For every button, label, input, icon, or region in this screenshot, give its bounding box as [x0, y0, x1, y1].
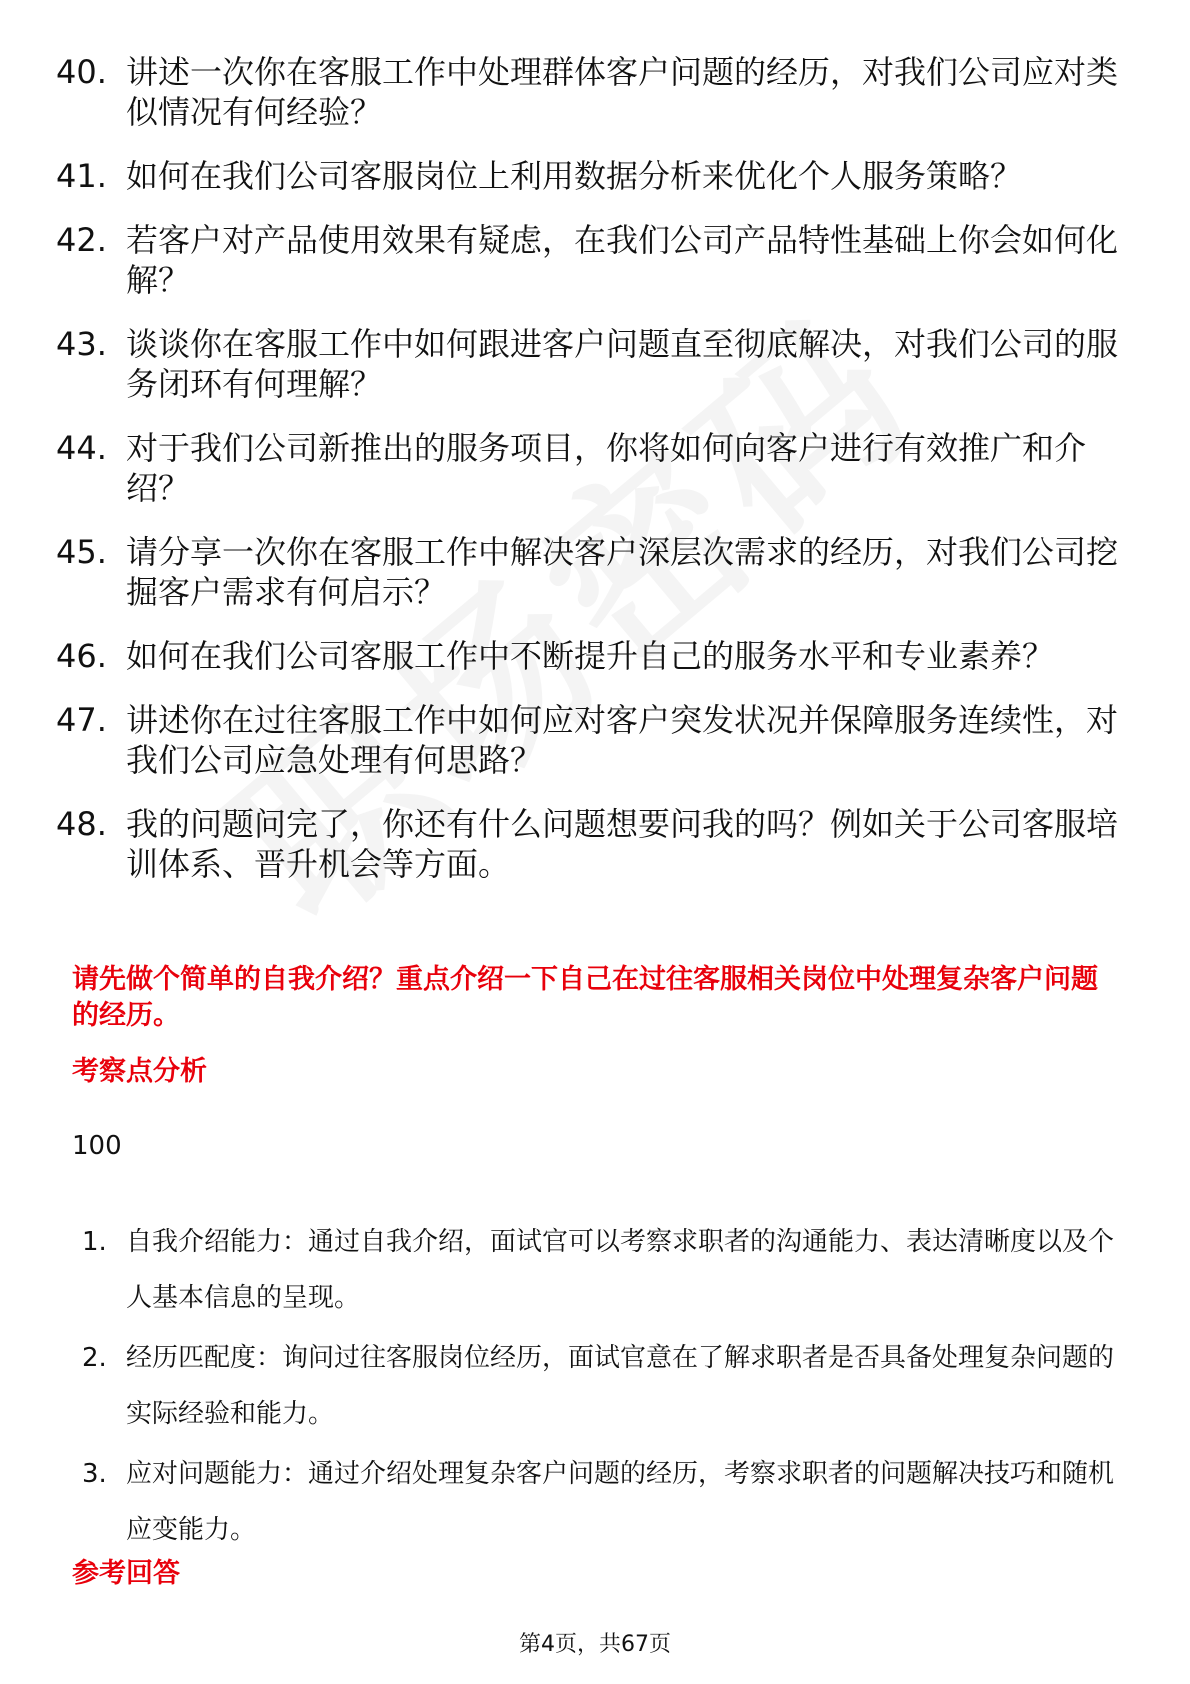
question-item — [56, 220, 1136, 300]
question-text: 对于我们公司新推出的服务项目，你将如何向客户进行有效推广和介绍？ — [126, 429, 1087, 507]
question-list — [56, 52, 1136, 908]
question-number: 44. — [56, 429, 107, 467]
question-item — [56, 532, 1136, 612]
question-text: 讲述你在过往客服工作中如何应对客户突发状况并保障服务连续性，对我们公司应急处理有何思路？ — [126, 701, 1119, 779]
question-item — [56, 428, 1136, 508]
question-item — [56, 52, 1136, 132]
question-number: 42. — [56, 221, 107, 259]
question-number: 41. — [56, 157, 107, 195]
page-footer: 第4页，共67页 — [519, 1632, 671, 1657]
analysis-point-text: 经历匹配度：询问过往客服岗位经历，面试官意在了解求职者是否具备处理复杂问题的实际经验和能力。 — [126, 1343, 1115, 1429]
analysis-point-number: 3. — [82, 1459, 107, 1489]
question-item — [56, 700, 1136, 780]
question-number: 40. — [56, 53, 107, 91]
question-text: 请分享一次你在客服工作中解决客户深层次需求的经历，对我们公司挖掘客户需求有何启示？ — [126, 533, 1119, 611]
question-text: 讲述一次你在客服工作中处理群体客户问题的经历，对我们公司应对类似情况有何经验？ — [126, 53, 1119, 131]
question-number: 48. — [56, 805, 107, 843]
analysis-point-number: 2. — [82, 1343, 107, 1373]
question-text: 若客户对产品使用效果有疑虑，在我们公司产品特性基础上你会如何化解？ — [126, 221, 1119, 299]
analysis-point — [82, 1446, 1122, 1558]
question-number: 45. — [56, 533, 107, 571]
question-number: 43. — [56, 325, 107, 363]
analysis-point-number: 1. — [82, 1227, 107, 1257]
question-text: 如何在我们公司客服工作中不断提升自己的服务水平和专业素养？ — [126, 637, 1055, 675]
question-text: 谈谈你在客服工作中如何跟进客户问题直至彻底解决，对我们公司的服务闭环有何理解？ — [126, 325, 1119, 403]
question-number: 47. — [56, 701, 107, 739]
analysis-point — [82, 1214, 1122, 1326]
question-item — [56, 156, 1136, 196]
analysis-title: 考察点分析 — [72, 1056, 207, 1087]
analysis-point-text: 自我介绍能力：通过自我介绍，面试官可以考察求职者的沟通能力、表达清晰度以及个人基本信息的呈现。 — [126, 1227, 1115, 1313]
question-text: 我的问题问完了，你还有什么问题想要问我的吗？例如关于公司客服培训体系、晋升机会等方面。 — [126, 805, 1119, 883]
question-text: 如何在我们公司客服岗位上利用数据分析来优化个人服务策略？ — [126, 157, 1023, 195]
question-item — [56, 636, 1136, 676]
score-value: 100 — [72, 1131, 122, 1161]
analysis-point-text: 应对问题能力：通过介绍处理复杂客户问题的经历，考察求职者的问题解决技巧和随机应变能力。 — [126, 1459, 1115, 1545]
question-item — [56, 324, 1136, 404]
analysis-point-list — [82, 1214, 1122, 1562]
analysis-point — [82, 1330, 1122, 1442]
question-item — [56, 804, 1136, 884]
highlight-question: 请先做个简单的自我介绍？重点介绍一下自己在过往客服相关岗位中处理复杂客户问题的经历。 — [72, 964, 1098, 1031]
reference-answer-title: 参考回答 — [72, 1558, 180, 1589]
question-number: 46. — [56, 637, 107, 675]
